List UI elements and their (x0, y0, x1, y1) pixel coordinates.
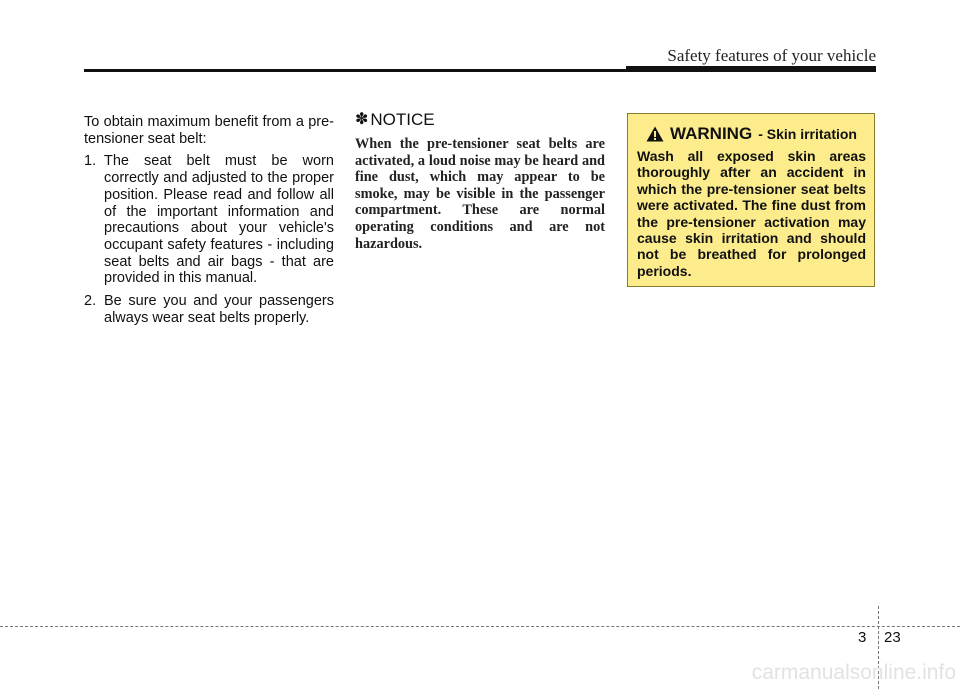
list-number: 2. (84, 293, 97, 310)
list-item (84, 153, 334, 287)
instructions-column (84, 114, 334, 332)
notice-block (355, 110, 605, 252)
watermark: carmanualsonline.info (751, 661, 956, 684)
warning-heading (637, 124, 866, 144)
footer-rule (0, 626, 960, 627)
notice-heading (355, 110, 605, 130)
header-rule-accent (626, 66, 876, 72)
warning-body: Wash all exposed skin areas thoroughly after an accident in which the pre-tensioner seat belts were activated. The fine dust from the pre-tensioner activation may cause skin irritation and should not be breathed for prolonged periods. (637, 148, 866, 279)
list-number: 1. (84, 153, 97, 170)
notice-title: NOTICE (370, 110, 435, 129)
warning-triangle-icon (646, 126, 664, 142)
page-number: 23 (884, 629, 901, 646)
chapter-number: 3 (858, 629, 867, 646)
notice-body: When the pre-tensioner seat belts are activated, a loud noise may be heard and fine dust, which may appear to be smoke, may be visible in the passenger compartment. These are normal operating conditions and are not hazardous. (355, 136, 605, 252)
warning-subtitle: - Skin irritation (758, 126, 857, 142)
intro-paragraph: To obtain maximum benefit from a pre-tensioner seat belt: (84, 114, 334, 147)
list-text: Be sure you and your passengers always wear seat belts properly. (104, 293, 334, 326)
list-text: The seat belt must be worn correctly and adjusted to the proper position. Please read and follow all of the important information and precautions about your vehicle's occupant safety features - including seat belts and air bags - that are provided in this manual. (104, 153, 334, 287)
asterisk-icon: ✽ (355, 111, 369, 128)
list-item (84, 293, 334, 326)
warning-title: WARNING (670, 124, 753, 143)
warning-box (627, 113, 875, 287)
section-title: Safety features of your vehicle (667, 46, 876, 65)
